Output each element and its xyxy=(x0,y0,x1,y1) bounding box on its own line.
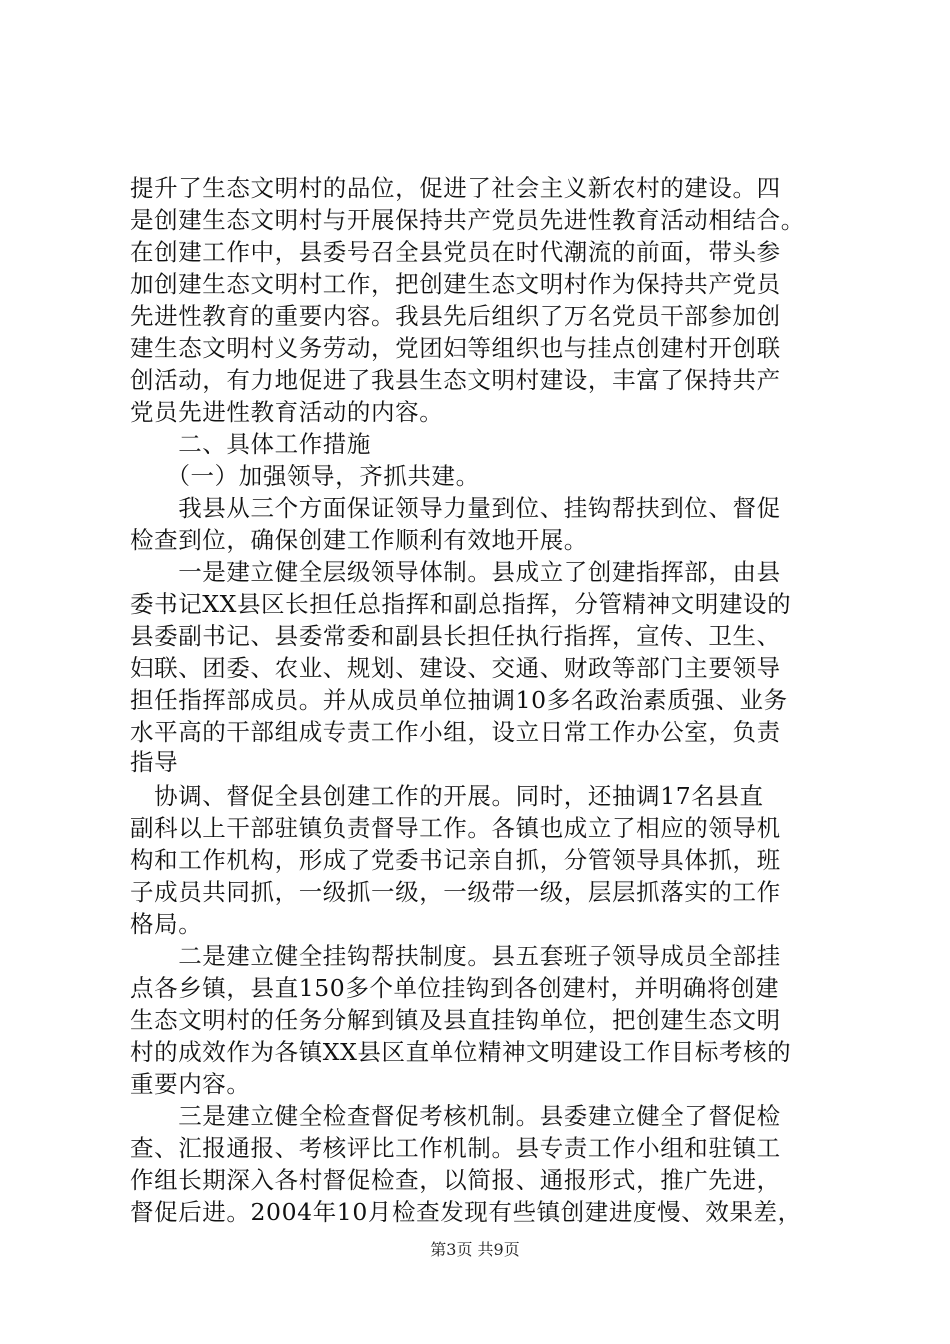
text-line: 协调、督促全县创建工作的开展。同时，还抽调17名县直 xyxy=(130,782,764,810)
text-line: 提升了生态文明村的品位，促进了社会主义新农村的建设。四 xyxy=(130,174,781,202)
text-line: 查、汇报通报、考核评比工作机制。县专责工作小组和驻镇工 xyxy=(130,1134,781,1162)
text-line: 点各乡镇，县直150多个单位挂钩到各创建村，并明确将创建 xyxy=(130,974,780,1002)
text-line: 加创建生态文明村工作，把创建生态文明村作为保持共产党员 xyxy=(130,270,781,298)
text-line: 督促后进。2004年10月检查发现有些镇创建进度慢、效果差， xyxy=(130,1198,802,1226)
text-line: 创活动，有力地促进了我县生态文明村建设，丰富了保持共产 xyxy=(130,366,781,394)
text-line: 格局。 xyxy=(130,910,203,938)
text-line: 检查到位，确保创建工作顺利有效地开展。 xyxy=(130,526,588,554)
text-line: 生态文明村的任务分解到镇及县直挂钩单位，把创建生态文明 xyxy=(130,1006,781,1034)
text-line: 二、具体工作措施 xyxy=(130,430,371,458)
text-line: 党员先进性教育活动的内容。 xyxy=(130,398,444,426)
text-line: 村的成效作为各镇XX县区直单位精神文明建设工作目标考核的 xyxy=(130,1038,792,1066)
text-line: 委书记XX县区长担任总指挥和副总指挥，分管精神文明建设的 xyxy=(130,590,792,618)
text-line: 作组长期深入各村督促检查，以简报、通报形式，推广先进， xyxy=(130,1166,781,1194)
text-line: 构和工作机构，形成了党委书记亲自抓，分管领导具体抓，班 xyxy=(130,846,781,874)
page-footer: 第3页 共9页 xyxy=(430,1240,520,1259)
text-line: 子成员共同抓，一级抓一级，一级带一级，层层抓落实的工作 xyxy=(130,878,781,906)
text-line: 二是建立健全挂钩帮扶制度。县五套班子领导成员全部挂 xyxy=(130,942,781,970)
text-line: 一是建立健全层级领导体制。县成立了创建指挥部，由县 xyxy=(130,558,781,586)
text-line: 建生态文明村义务劳动，党团妇等组织也与挂点创建村开创联 xyxy=(130,334,781,362)
text-line: （一）加强领导，齐抓共建。 xyxy=(130,462,480,490)
text-line: 先进性教育的重要内容。我县先后组织了万名党员干部参加创 xyxy=(130,302,781,330)
text-line: 在创建工作中，县委号召全县党员在时代潮流的前面，带头参 xyxy=(130,238,781,266)
text-line: 三是建立健全检查督促考核机制。县委建立健全了督促检 xyxy=(130,1102,781,1130)
text-line: 是创建生态文明村与开展保持共产党员先进性教育活动相结合。 xyxy=(130,206,805,234)
text-line: 副科以上干部驻镇负责督导工作。各镇也成立了相应的领导机 xyxy=(130,814,781,842)
text-line: 指导 xyxy=(130,748,179,776)
text-line: 我县从三个方面保证领导力量到位、挂钩帮扶到位、督促 xyxy=(130,494,781,522)
text-line: 重要内容。 xyxy=(130,1070,251,1098)
text-line: 担任指挥部成员。并从成员单位抽调10多名政治素质强、业务 xyxy=(130,686,788,714)
text-line: 县委副书记、县委常委和副县长担任执行指挥，宣传、卫生、 xyxy=(130,622,781,650)
text-line: 妇联、团委、农业、规划、建设、交通、财政等部门主要领导 xyxy=(130,654,781,682)
text-line: 水平高的干部组成专责工作小组，设立日常工作办公室，负责 xyxy=(130,718,781,746)
